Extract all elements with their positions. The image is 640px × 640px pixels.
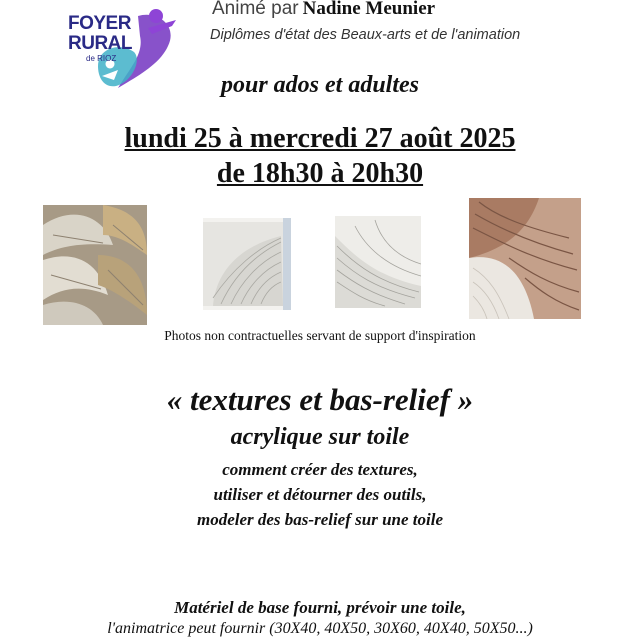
audience-line: pour ados et adultes — [220, 72, 420, 98]
animator-line — [212, 0, 435, 20]
workshop-description-line: modeler des bas-relief sur une toile — [196, 510, 443, 529]
photo-caption: Photos non contractuelles servant de support d'inspiration — [164, 328, 476, 343]
logo-text-rioz: de RIOZ — [86, 54, 117, 63]
animator-name: Nadine Meunier — [302, 0, 436, 19]
leaf-relief-photo-2 — [335, 216, 421, 308]
feather-texture-photo — [43, 205, 147, 325]
logo-text-rural: RURAL — [68, 33, 132, 54]
workshop-description-line: comment créer des textures, — [222, 460, 418, 479]
event-dates: lundi 25 à mercredi 27 août 2025 — [124, 123, 516, 154]
workshop-subtitle: acrylique sur toile — [230, 424, 410, 450]
animator-prefix: Animé par — [212, 0, 299, 19]
workshop-description-line: utiliser et détourner des outils, — [213, 485, 427, 504]
materials-sizes-line: l'animatrice peut fournir (30X40, 40X50, 30X60, 40X40, 50X50...) — [107, 620, 533, 637]
brown-ruffle-photo — [469, 198, 581, 319]
leaf-relief-photo — [203, 218, 291, 310]
animator-credentials: Diplômes d'état des Beaux-arts et de l'animation — [210, 27, 521, 43]
materials-line: Matériel de base fourni, prévoir une toile, — [174, 598, 466, 617]
workshop-title: « textures et bas-relief » — [166, 382, 474, 417]
event-hours: de 18h30 à 20h30 — [216, 158, 424, 189]
logo-text-foyer: FOYER — [68, 13, 131, 34]
